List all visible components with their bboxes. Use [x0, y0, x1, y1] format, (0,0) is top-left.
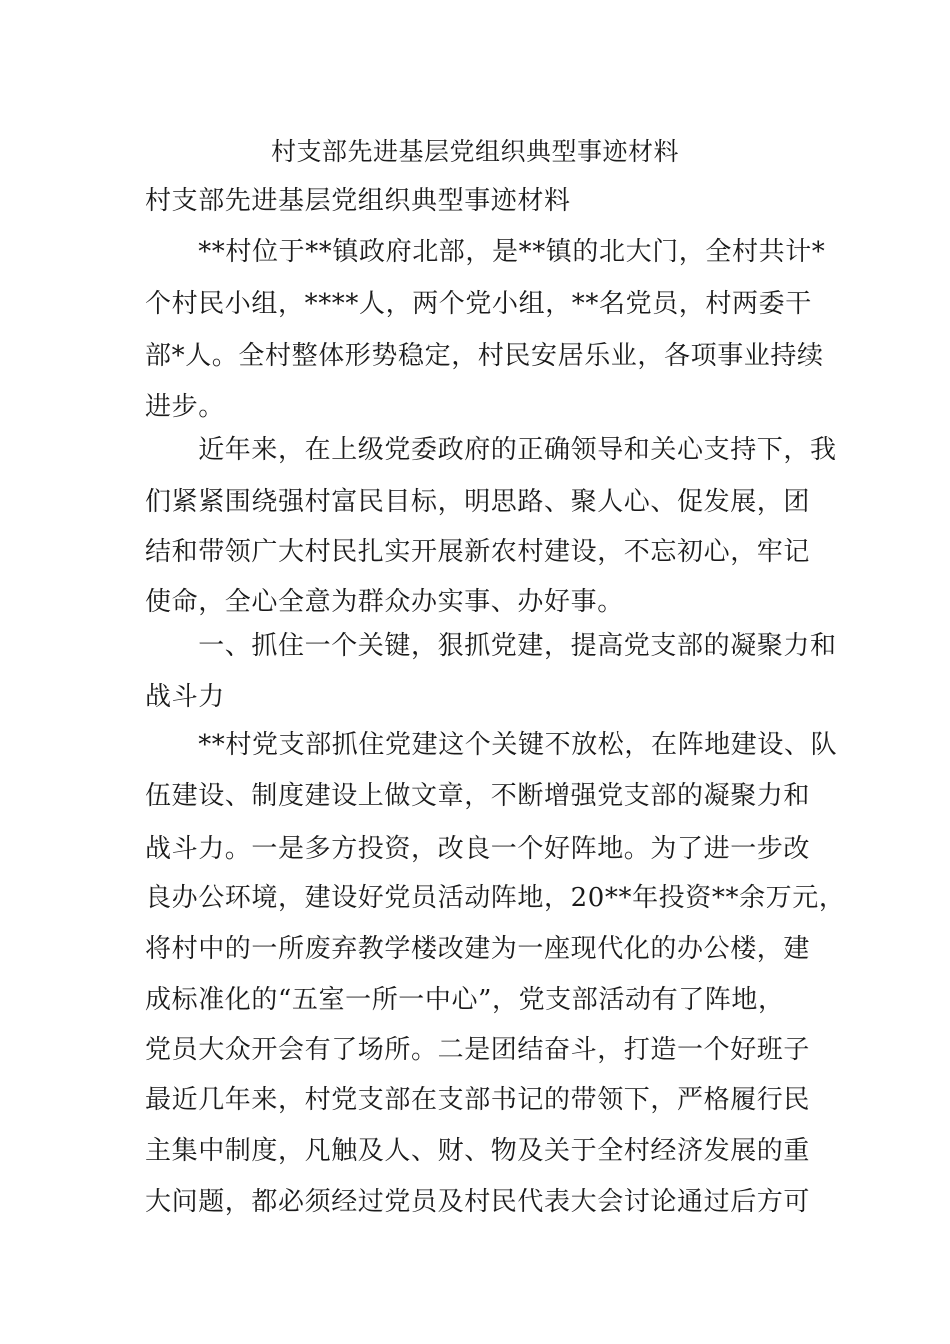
text-line: 党员大众开会有了场所。二是团结奋斗，打造一个好班子 [145, 1035, 811, 1065]
text-line: 们紧紧围绕强村富民目标，明思路、聚人心、促发展，团 [145, 487, 811, 517]
text-line: 近年来，在上级党委政府的正确领导和关心支持下，我 [145, 435, 837, 465]
text-line: 部*人。全村整体形势稳定，村民安居乐业，各项事业持续 [145, 341, 824, 371]
text-line: **村党支部抓住党建这个关键不放松，在阵地建设、队 [145, 730, 838, 760]
text-line: 战斗力。一是多方投资，改良一个好阵地。为了进一步改 [145, 834, 811, 864]
text-line: 村支部先进基层党组织典型事迹材料 [145, 186, 571, 216]
document-title: 村支部先进基层党组织典型事迹材料 [270, 137, 679, 166]
text-line: 进步。 [145, 392, 225, 422]
text-line: **村位于**镇政府北部，是**镇的北大门，全村共计* [145, 237, 826, 267]
text-line: 成标准化的“五室一所一中心”，党支部活动有了阵地， [145, 985, 785, 1015]
text-line: 良办公环境，建设好党员活动阵地，20**年投资**余万元， [145, 883, 846, 913]
text-line: 将村中的一所废弃教学楼改建为一座现代化的办公楼，建 [145, 934, 811, 964]
text-line: 战斗力 [145, 682, 225, 712]
text-line: 个村民小组，****人，两个党小组，**名党员，村两委干 [145, 289, 812, 319]
text-line: 主集中制度，凡触及人、财、物及关于全村经济发展的重 [145, 1136, 811, 1166]
text-line: 最近几年来，村党支部在支部书记的带领下，严格履行民 [145, 1085, 811, 1115]
text-line: 使命，全心全意为群众办实事、办好事。 [145, 587, 624, 617]
text-line: 伍建设、制度建设上做文章，不断增强党支部的凝聚力和 [145, 781, 811, 811]
text-line: 一、抓住一个关键，狠抓党建，提高党支部的凝聚力和 [145, 631, 837, 661]
text-line: 结和带领广大村民扎实开展新农村建设，不忘初心，牢记 [145, 537, 811, 567]
text-line: 大问题，都必须经过党员及村民代表大会讨论通过后方可 [145, 1187, 811, 1217]
